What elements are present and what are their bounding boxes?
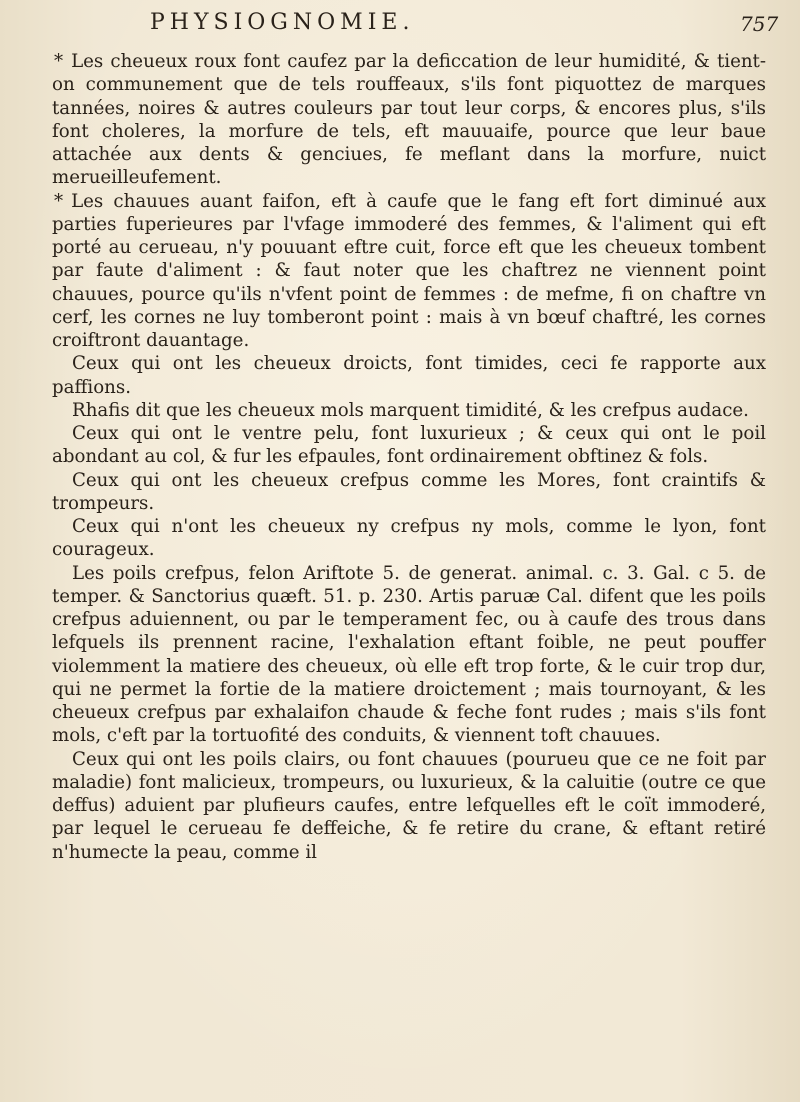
paragraph bbox=[52, 748, 766, 864]
paragraph-text: Ceux qui ont les cheueux crefpus comme les Mores, font craintifs & trompeurs. bbox=[52, 469, 766, 514]
paragraph bbox=[52, 50, 766, 190]
asterisk-mark: * bbox=[54, 190, 64, 212]
asterisk-mark: * bbox=[54, 51, 64, 72]
running-title: PHYSIOGNOMIE. bbox=[150, 10, 415, 35]
paragraph bbox=[52, 399, 766, 422]
paragraph-text: Les chauues auant faifon, eft à caufe que le fang eft fort diminué aux parties fuperieures par l'vfage immoderé des femmes, & l'aliment qui eft porté au cerueau, n'y pouuant eftre cuit, force eft que les cheueux tombent par faute d'aliment : & faut noter que les chaftrez ne viennent point chauues, pource qu'ils n'vfent point de femmes : de mefme, fi on chaftre vn cerf, les cornes ne luy tomberont point : mais à vn bœuf chaftré, les cornes croiftront dauantage. bbox=[52, 190, 766, 351]
paragraph bbox=[52, 469, 766, 516]
body-text bbox=[52, 50, 766, 864]
paragraph-text: Ceux qui ont le ventre pelu, font luxurieux ; & ceux qui ont le poil abondant au col, & fur les efpaules, font ordinairement obftinez & fols. bbox=[52, 423, 766, 468]
paragraph bbox=[52, 422, 766, 469]
paragraph bbox=[52, 562, 766, 748]
paragraph-text: Ceux qui n'ont les cheueux ny crefpus ny mols, comme le lyon, font courageux. bbox=[52, 516, 766, 561]
paragraph bbox=[52, 515, 766, 562]
paragraph bbox=[52, 352, 766, 399]
running-head bbox=[0, 10, 800, 46]
paragraph-text: Rhafis dit que les cheueux mols marquent timidité, & les crefpus audace. bbox=[72, 399, 749, 421]
paragraph-text: Ceux qui ont les poils clairs, ou font chauues (pourueu que ce ne foit par maladie) font malicieux, trompeurs, ou luxurieux, & la caluitie (outre ce que deffus) aduient par plufieurs caufes, entre lefquelles eft le coït immoderé, par lequel le cerueau fe deffeiche, & fe retire du crane, & eftant retiré n'humecte la peau, comme il bbox=[52, 748, 766, 863]
page-number: 757 bbox=[740, 12, 779, 36]
paragraph bbox=[52, 190, 766, 353]
paragraph-text: Les poils crefpus, felon Ariftote 5. de generat. animal. c. 3. Gal. c 5. de temper. & Sanctorius quæft. 51. p. 230. Artis paruæ Cal. difent que les poils crefpus aduiennent, ou par le temperament fec, ou à caufe des trous dans lefquels ils prennent racine, l'exhalation eftant foible, ne peut pouffer violemment la matiere des cheueux, où elle eft trop forte, & le cuir trop dur, qui ne permet la fortie de la matiere droictement ; mais tournoyant, & les cheueux crefpus par exhalaifon chaude & feche font rudes ; mais s'ils font mols, c'eft par la tortuofité des conduits, & viennent toft chauues. bbox=[52, 562, 766, 747]
paragraph-text: Ceux qui ont les cheueux droicts, font timides, ceci fe rapporte aux paffions. bbox=[52, 353, 766, 398]
paragraph-text: Les cheueux roux font caufez par la deficcation de leur humidité, & tient-on communement que de tels rouffeaux, s'ils font piquottez de marques tannées, noires & autres couleurs par tout leur corps, & encores plus, s'ils font choleres, la morfure de tels, eft mauuaife, pource que leur baue attachée aux dents & genciues, fe meflant dans la morfure, nuict merueilleufement. bbox=[52, 51, 766, 189]
